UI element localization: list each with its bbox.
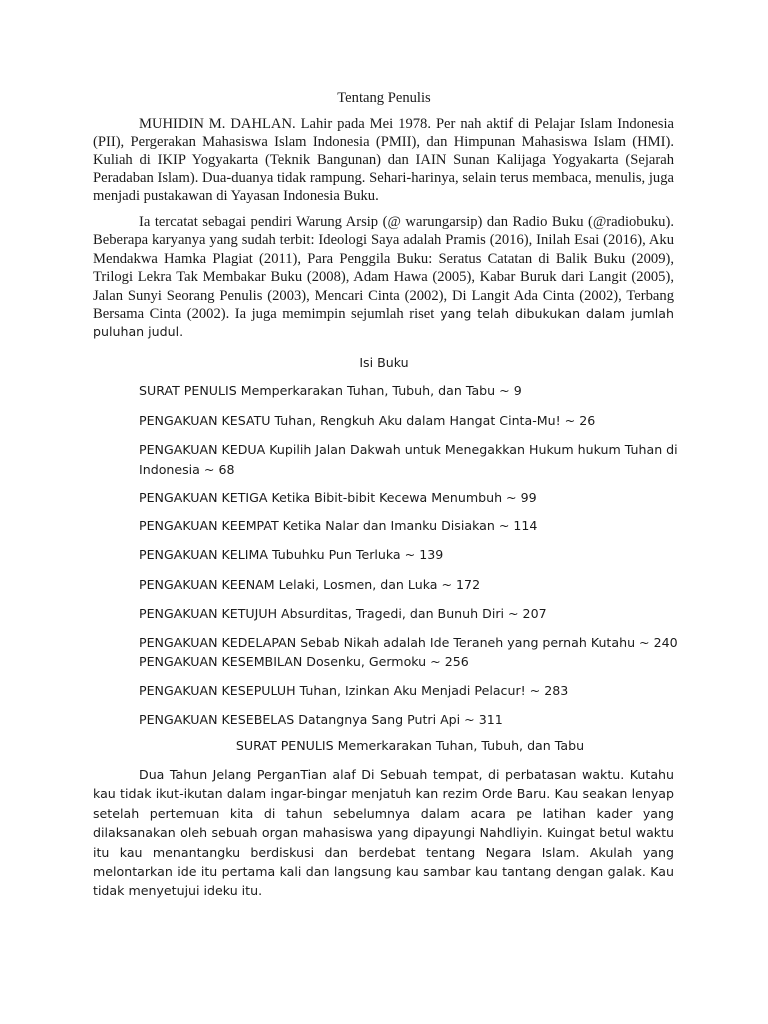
chapter-heading: SURAT PENULIS Memerkarakan Tuhan, Tubuh, dan Tabu bbox=[235, 738, 585, 753]
toc-entry: PENGAKUAN KEDELAPAN Sebab Nikah adalah Ide Teraneh yang pernah Kutahu ~ 240 bbox=[139, 635, 678, 650]
toc-entry: PENGAKUAN KETUJUH Absurditas, Tragedi, dan Bunuh Diri ~ 207 bbox=[139, 606, 547, 621]
author-bio-paragraph-2-tail: yang telah dibukukan dalam jumlah puluhan judul. bbox=[93, 306, 674, 340]
author-bio-paragraph-1: MUHIDIN M. DAHLAN. Lahir pada Mei 1978. Per nah aktif di Pelajar Islam Indonesia (PII), Pergerakan Mahasiswa Islam Indonesia (PMII), dan Himpunan Mahasiswa Islam (HMI). Kuliah di IKIP Yogyakarta (Teknik Bangunan) dan IAIN Sunan Kalijaga Yogyakarta (Sejarah Peradaban Islam). Dua-duanya tidak rampung. Sehari-harinya, selain terus membaca, menulis, juga menjadi pustakawan di Yayasan Indonesia Buku. bbox=[93, 116, 674, 205]
toc-entry: PENGAKUAN KEDUA Kupilih Jalan Dakwah untuk Menegakkan Hukum hukum Tuhan di Indonesia ~ 68 bbox=[139, 442, 678, 477]
toc-entry: PENGAKUAN KEEMPAT Ketika Nalar dan Imanku Disiakan ~ 114 bbox=[139, 518, 538, 533]
table-of-contents-heading: Isi Buku bbox=[359, 355, 409, 370]
toc-entry: PENGAKUAN KESEPULUH Tuhan, Izinkan Aku Menjadi Pelacur! ~ 283 bbox=[139, 683, 569, 698]
toc-entry: PENGAKUAN KETIGA Ketika Bibit-bibit Kecewa Menumbuh ~ 99 bbox=[139, 490, 537, 505]
author-bio-paragraph-2-text: Ia tercatat sebagai pendiri Warung Arsip (@ warungarsip) dan Radio Buku (@radiobuku). Beberapa karyanya yang sudah terbit: Ideologi Saya adalah Pramis (2016), Inilah Esai (2016), Aku Mendakwa Hamka Plagiat (2011), Para Penggila Buku: Seratus Catatan di Balik Buku (2009), Trilogi Lekra Tak Membakar Buku (2008), Adam Hawa (2005), Kabar Buruk dari Langit (2005), Jalan Sunyi Seorang Penulis (2003), Mencari Cinta (2002), Di Langit Ada Cinta (2002), Terbang Bersama Cinta (2002). Ia juga memimpin sejumlah riset bbox=[93, 214, 674, 323]
toc-entry: PENGAKUAN KESEMBILAN Dosenku, Germoku ~ 256 bbox=[139, 654, 469, 669]
author-bio-paragraph-2 bbox=[93, 213, 674, 342]
toc-entry: PENGAKUAN KELIMA Tubuhku Pun Terluka ~ 139 bbox=[139, 547, 444, 562]
toc-entry: SURAT PENULIS Memperkarakan Tuhan, Tubuh, dan Tabu ~ 9 bbox=[139, 383, 522, 398]
toc-entry: PENGAKUAN KESEBELAS Datangnya Sang Putri Api ~ 311 bbox=[139, 712, 503, 727]
chapter-body-paragraph: Dua Tahun Jelang PerganTian alaf Di Sebuah tempat, di perbatasan waktu. Kutahu kau tidak ikut-ikutan dalam ingar-bingar menjatuh kan rezim Orde Baru. Kau seakan lenyap setelah pertemuan kita di tahun sebelumnya dalam acara pe latihan kader yang dilaksanakan oleh sebuah organ mahasiswa yang dipayungi Nahdliyin. Kuingat betul waktu itu kau menantangku berdiskusi dan berdebat tentang Negara Islam. Akulah yang melontarkan ide itu pertama kali dan langsung kau sambar kau tantang dengan galak. Kau tidak menyetujui ideku itu. bbox=[93, 767, 674, 899]
toc-entry: PENGAKUAN KEENAM Lelaki, Losmen, dan Luka ~ 172 bbox=[139, 577, 481, 592]
toc-entry: PENGAKUAN KESATU Tuhan, Rengkuh Aku dalam Hangat Cinta-Mu! ~ 26 bbox=[139, 413, 596, 428]
about-author-heading: Tentang Penulis bbox=[337, 90, 431, 106]
